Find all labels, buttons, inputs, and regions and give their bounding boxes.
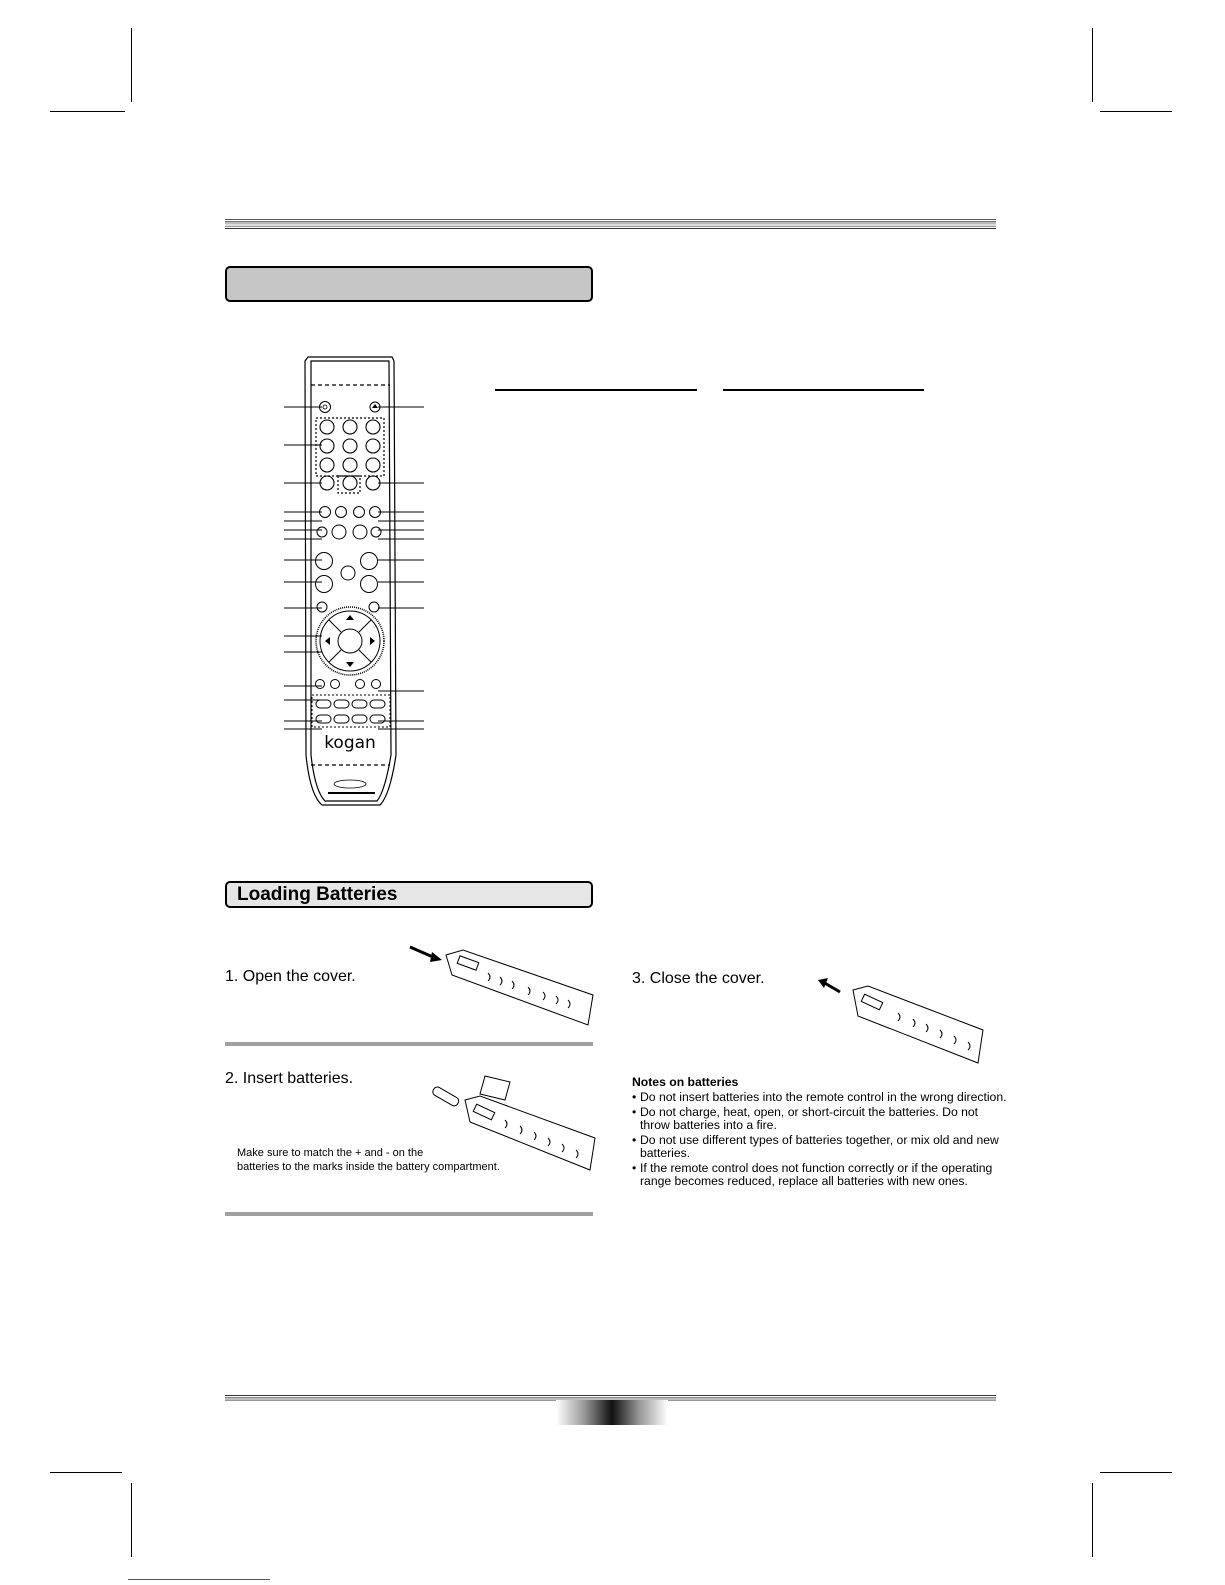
- remote-close-cover-illustration: [818, 978, 993, 1073]
- note-item: [632, 1162, 1012, 1188]
- note-item: [632, 1106, 1012, 1132]
- remote-open-cover-illustration: [408, 945, 598, 1035]
- skip-next-icon: [354, 507, 365, 518]
- notes-heading: Notes on batteries: [632, 1075, 739, 1089]
- crop-mark: [1092, 28, 1093, 102]
- bluray-logo-icon: [328, 780, 375, 793]
- pause-icon: [332, 525, 346, 539]
- title-box: [225, 266, 593, 302]
- callout-lines-right: [378, 400, 426, 740]
- note-line: • Do not charge, heat, open, or short-circuit the batteries. Do not: [640, 1105, 979, 1119]
- crop-mark: [50, 1472, 122, 1473]
- battery-notes: [632, 1076, 1012, 1190]
- separator: [225, 1042, 593, 1046]
- crop-mark: [50, 111, 125, 112]
- blank-label-line-right: [723, 389, 924, 391]
- arrow-up-icon: [346, 615, 354, 620]
- step-open-cover: 1. Open the cover.: [225, 968, 356, 985]
- arrow-right-icon: [370, 637, 375, 645]
- polarity-note-line: batteries to the marks inside the battery compartment.: [237, 1161, 500, 1173]
- remote-brand-logo: kogan: [324, 733, 376, 753]
- note-line: batteries.: [640, 1146, 691, 1160]
- note-line: • If the remote control does not function correctly or if the operating: [640, 1161, 993, 1175]
- section-title: Loading Batteries: [225, 881, 593, 908]
- note-line: • Do not use different types of batteries together, or mix old and new: [640, 1133, 999, 1147]
- header-rule: [225, 219, 996, 231]
- step-close-cover: 3. Close the cover.: [632, 970, 765, 987]
- polarity-note: [237, 1146, 500, 1174]
- crop-mark: [1100, 1472, 1172, 1473]
- note-line: range becomes reduced, replace all batteries with new ones.: [640, 1174, 968, 1188]
- page-number-tab: [556, 1400, 668, 1425]
- arrow-down-icon: [346, 662, 354, 667]
- note-item: [632, 1134, 1012, 1160]
- play-icon: [353, 525, 367, 539]
- crop-mark: [131, 1483, 132, 1557]
- fast-forward-icon: [336, 507, 347, 518]
- note-line: throw batteries into a fire.: [640, 1118, 777, 1132]
- note-line: • Do not insert batteries into the remote control in the wrong direction.: [640, 1090, 1007, 1104]
- blank-label-line-left: [495, 389, 697, 391]
- crop-mark: [131, 28, 132, 102]
- crop-mark: [1092, 1483, 1093, 1557]
- polarity-note-line: Make sure to match the + and - on the: [237, 1147, 424, 1159]
- separator: [225, 1212, 593, 1216]
- callout-lines-left: [284, 400, 329, 740]
- crop-mark: [1100, 111, 1172, 112]
- step-insert-batteries: 2. Insert batteries.: [225, 1070, 354, 1087]
- note-item: [632, 1091, 1012, 1104]
- footer-link-underline: [128, 1579, 270, 1580]
